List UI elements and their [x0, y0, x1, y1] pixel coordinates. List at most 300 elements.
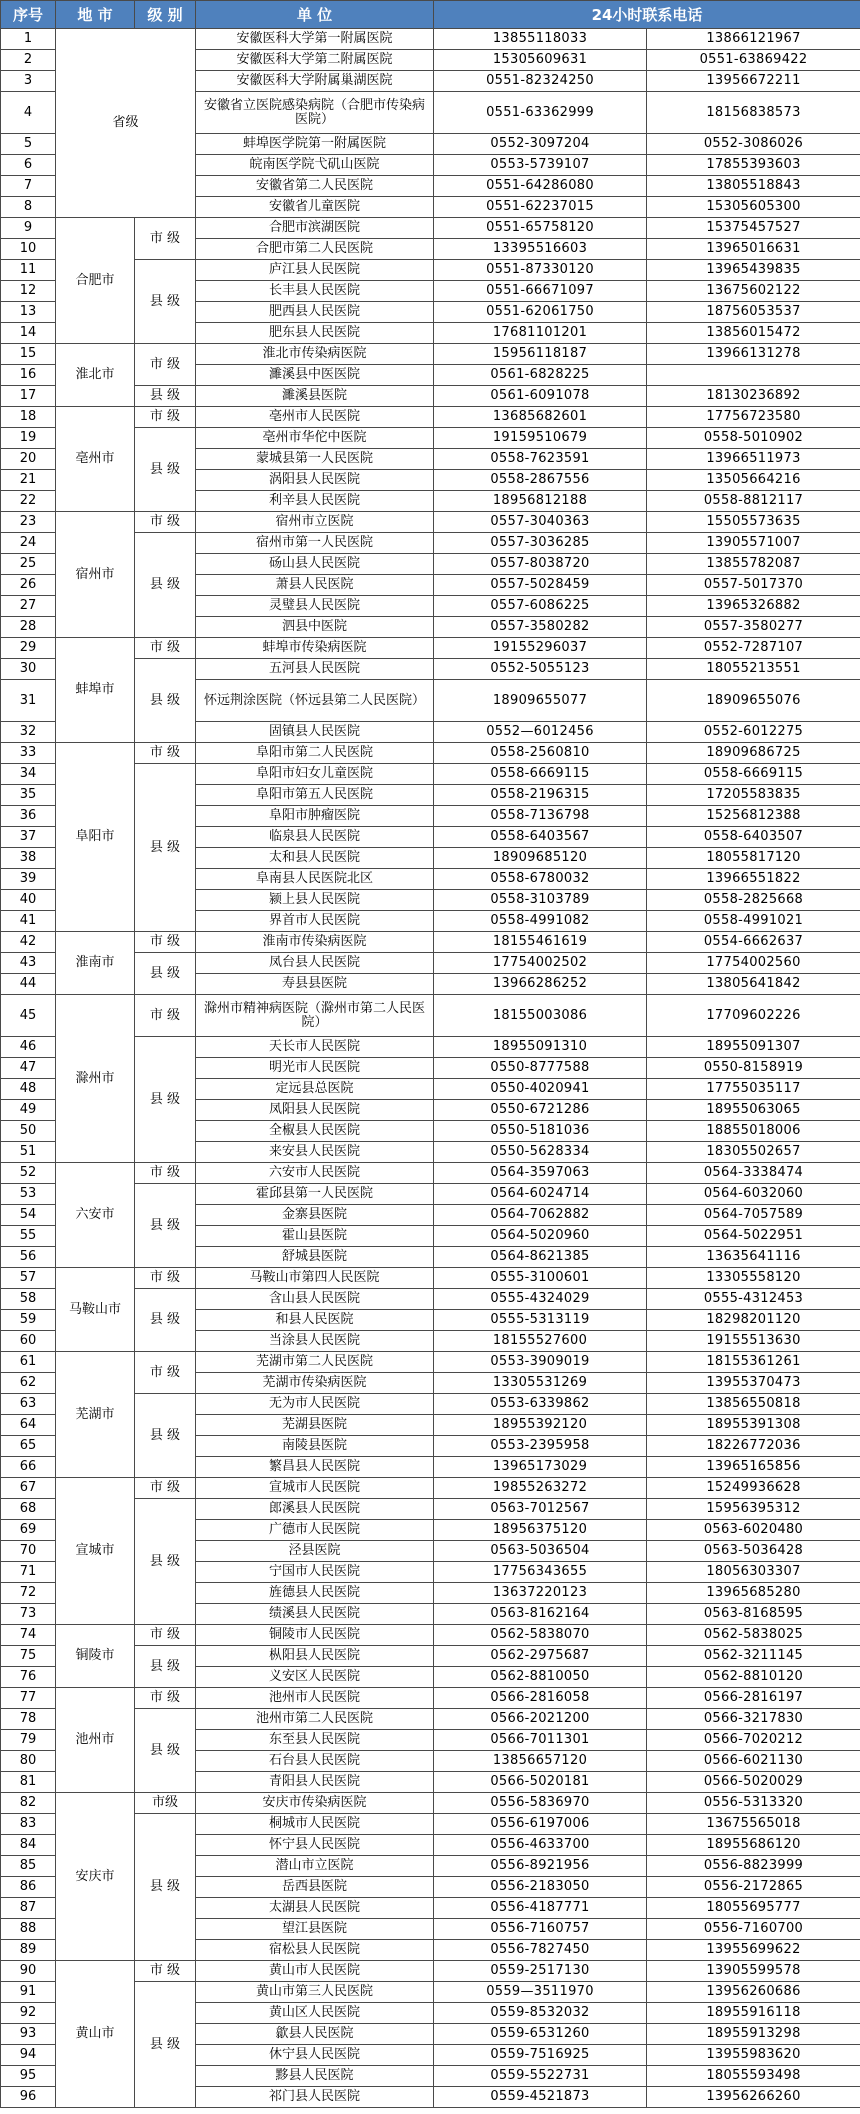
- row-seq: 57: [1, 1268, 56, 1289]
- phone-primary: 0556-2183050: [434, 1877, 647, 1898]
- phone-primary: 13965173029: [434, 1457, 647, 1478]
- unit-name: 凤阳县人民医院: [196, 1100, 434, 1121]
- phone-secondary: 17756723580: [647, 407, 860, 428]
- phone-primary: 0558-3103789: [434, 890, 647, 911]
- phone-secondary: 0558-8812117: [647, 491, 860, 512]
- unit-name: 义安区人民医院: [196, 1667, 434, 1688]
- unit-name: 来安县人民医院: [196, 1142, 434, 1163]
- level-cell: 市 级: [135, 1688, 196, 1709]
- level-cell: 县 级: [135, 1394, 196, 1478]
- phone-secondary: 0555-4312453: [647, 1289, 860, 1310]
- unit-name: 旌德县人民医院: [196, 1583, 434, 1604]
- unit-name: 临泉县人民医院: [196, 827, 434, 848]
- phone-primary: 0551-63362999: [434, 92, 647, 134]
- table-row: [1, 1268, 860, 1289]
- unit-name: 祁门县人民医院: [196, 2087, 434, 2108]
- row-seq: 58: [1, 1289, 56, 1310]
- phone-primary: 0550-8777588: [434, 1058, 647, 1079]
- phone-secondary: 17855393603: [647, 155, 860, 176]
- phone-secondary: 18130236892: [647, 386, 860, 407]
- phone-primary: 18909685120: [434, 848, 647, 869]
- phone-primary: 15305609631: [434, 50, 647, 71]
- row-seq: 11: [1, 260, 56, 281]
- level-cell: 市 级: [135, 1268, 196, 1289]
- phone-primary: 0552—6012456: [434, 722, 647, 743]
- row-seq: 60: [1, 1331, 56, 1352]
- unit-name: 黄山市第三人民医院: [196, 1982, 434, 2003]
- city-cell: 蚌埠市: [56, 638, 135, 743]
- row-seq: 69: [1, 1520, 56, 1541]
- phone-primary: 0563-7012567: [434, 1499, 647, 1520]
- phone-secondary: 15256812388: [647, 806, 860, 827]
- city-cell: 宣城市: [56, 1478, 135, 1625]
- city-cell: 滁州市: [56, 995, 135, 1163]
- phone-primary: 0557-6086225: [434, 596, 647, 617]
- phone-primary: 0550-5181036: [434, 1121, 647, 1142]
- phone-primary: 0559-5522731: [434, 2066, 647, 2087]
- unit-name: 马鞍山市第四人民医院: [196, 1268, 434, 1289]
- phone-secondary: 18955686120: [647, 1835, 860, 1856]
- unit-name: 安徽医科大学第一附属医院: [196, 29, 434, 50]
- phone-primary: 0557-3040363: [434, 512, 647, 533]
- phone-secondary: 13955699622: [647, 1940, 860, 1961]
- row-seq: 81: [1, 1772, 56, 1793]
- phone-primary: 0553-6339862: [434, 1394, 647, 1415]
- unit-name: 亳州市人民医院: [196, 407, 434, 428]
- phone-secondary: 13966551822: [647, 869, 860, 890]
- unit-name: 亳州市华佗中医院: [196, 428, 434, 449]
- unit-name: 寿县县医院: [196, 974, 434, 995]
- phone-primary: 19159510679: [434, 428, 647, 449]
- phone-primary: 0564-6024714: [434, 1184, 647, 1205]
- unit-name: 宁国市人民医院: [196, 1562, 434, 1583]
- level-cell: 市 级: [135, 1961, 196, 1982]
- row-seq: 13: [1, 302, 56, 323]
- phone-primary: 0558-6780032: [434, 869, 647, 890]
- unit-name: 黟县人民医院: [196, 2066, 434, 2087]
- unit-name: 六安市人民医院: [196, 1163, 434, 1184]
- phone-secondary: 13956266260: [647, 2087, 860, 2108]
- unit-name: 池州市第二人民医院: [196, 1709, 434, 1730]
- unit-name: 淮南市传染病医院: [196, 932, 434, 953]
- level-cell: 县 级: [135, 659, 196, 743]
- phone-primary: 0558-4991082: [434, 911, 647, 932]
- phone-secondary: 15305605300: [647, 197, 860, 218]
- phone-secondary: 0563-5036428: [647, 1541, 860, 1562]
- phone-primary: 18955091310: [434, 1037, 647, 1058]
- phone-primary: 0551-64286080: [434, 176, 647, 197]
- phone-secondary: 0558-5010902: [647, 428, 860, 449]
- phone-secondary: 13866121967: [647, 29, 860, 50]
- phone-primary: 18155461619: [434, 932, 647, 953]
- unit-name: 阜南县人民医院北区: [196, 869, 434, 890]
- phone-secondary: 0566-6021130: [647, 1751, 860, 1772]
- table-row: [1, 218, 860, 239]
- row-seq: 44: [1, 974, 56, 995]
- unit-name: 蚌埠医学院第一附属医院: [196, 134, 434, 155]
- unit-name: 濉溪县医院: [196, 386, 434, 407]
- row-seq: 68: [1, 1499, 56, 1520]
- phone-primary: 0556-8921956: [434, 1856, 647, 1877]
- phone-secondary: 15505573635: [647, 512, 860, 533]
- phone-primary: 0563-5036504: [434, 1541, 647, 1562]
- phone-secondary: 0554-6662637: [647, 932, 860, 953]
- level-cell: 市 级: [135, 638, 196, 659]
- table-body: [1, 29, 860, 2108]
- unit-name: 颍上县人民医院: [196, 890, 434, 911]
- phone-primary: 0557-8038720: [434, 554, 647, 575]
- row-seq: 26: [1, 575, 56, 596]
- phone-primary: 18155003086: [434, 995, 647, 1037]
- table-row: [1, 1625, 860, 1646]
- row-seq: 71: [1, 1562, 56, 1583]
- unit-name: 利辛县人民医院: [196, 491, 434, 512]
- table-row: [1, 743, 860, 764]
- phone-secondary: 0564-5022951: [647, 1226, 860, 1247]
- row-seq: 36: [1, 806, 56, 827]
- row-seq: 24: [1, 533, 56, 554]
- phone-primary: 0553-5739107: [434, 155, 647, 176]
- phone-secondary: 0558-2825668: [647, 890, 860, 911]
- unit-name: 郎溪县人民医院: [196, 1499, 434, 1520]
- phone-secondary: 13966511973: [647, 449, 860, 470]
- phone-secondary: 13856550818: [647, 1394, 860, 1415]
- row-seq: 53: [1, 1184, 56, 1205]
- row-seq: 43: [1, 953, 56, 974]
- row-seq: 55: [1, 1226, 56, 1247]
- phone-secondary: 13635641116: [647, 1247, 860, 1268]
- phone-secondary: 13955370473: [647, 1373, 860, 1394]
- phone-secondary: 13805641842: [647, 974, 860, 995]
- header-phone: 24小时联系电话: [434, 1, 860, 29]
- phone-secondary: 13305558120: [647, 1268, 860, 1289]
- phone-secondary: 13956672211: [647, 71, 860, 92]
- unit-name: 滁州市精神病医院（滁州市第二人民医院）: [196, 995, 434, 1037]
- row-seq: 63: [1, 1394, 56, 1415]
- row-seq: 79: [1, 1730, 56, 1751]
- row-seq: 17: [1, 386, 56, 407]
- row-seq: 61: [1, 1352, 56, 1373]
- table-row: [1, 407, 860, 428]
- unit-name: 安徽省立医院感染病院（合肥市传染病医院）: [196, 92, 434, 134]
- level-cell: 县 级: [135, 1184, 196, 1268]
- phone-secondary: 18909686725: [647, 743, 860, 764]
- phone-primary: 17681101201: [434, 323, 647, 344]
- phone-secondary: 18156838573: [647, 92, 860, 134]
- phone-primary: 0559-8532032: [434, 2003, 647, 2024]
- phone-secondary: 0566-5020029: [647, 1772, 860, 1793]
- phone-secondary: 0551-63869422: [647, 50, 860, 71]
- phone-secondary: 18155361261: [647, 1352, 860, 1373]
- phone-primary: 0562-2975687: [434, 1646, 647, 1667]
- phone-primary: 0558-2196315: [434, 785, 647, 806]
- phone-secondary: 0563-6020480: [647, 1520, 860, 1541]
- phone-secondary: 0558-4991021: [647, 911, 860, 932]
- unit-name: 青阳县人民医院: [196, 1772, 434, 1793]
- row-seq: 86: [1, 1877, 56, 1898]
- row-seq: 19: [1, 428, 56, 449]
- table-row: [1, 1688, 860, 1709]
- row-seq: 1: [1, 29, 56, 50]
- phone-secondary: 18955063065: [647, 1100, 860, 1121]
- phone-primary: 13395516603: [434, 239, 647, 260]
- row-seq: 45: [1, 995, 56, 1037]
- phone-secondary: 0556-8823999: [647, 1856, 860, 1877]
- phone-primary: 0566-2021200: [434, 1709, 647, 1730]
- row-seq: 37: [1, 827, 56, 848]
- unit-name: 安徽医科大学第二附属医院: [196, 50, 434, 71]
- row-seq: 33: [1, 743, 56, 764]
- unit-name: 宿松县人民医院: [196, 1940, 434, 1961]
- unit-name: 霍山县医院: [196, 1226, 434, 1247]
- unit-name: 宿州市第一人民医院: [196, 533, 434, 554]
- level-cell: 县 级: [135, 1289, 196, 1352]
- unit-name: 舒城县医院: [196, 1247, 434, 1268]
- city-cell: 安庆市: [56, 1793, 135, 1961]
- phone-secondary: 18226772036: [647, 1436, 860, 1457]
- phone-secondary: 13966131278: [647, 344, 860, 365]
- unit-name: 定远县总医院: [196, 1079, 434, 1100]
- phone-primary: 0550-6721286: [434, 1100, 647, 1121]
- phone-secondary: 0566-2816197: [647, 1688, 860, 1709]
- unit-name: 枞阳县人民医院: [196, 1646, 434, 1667]
- phone-secondary: 18305502657: [647, 1142, 860, 1163]
- row-seq: 3: [1, 71, 56, 92]
- phone-primary: 0559-7516925: [434, 2045, 647, 2066]
- phone-primary: 0566-5020181: [434, 1772, 647, 1793]
- unit-name: 无为市人民医院: [196, 1394, 434, 1415]
- phone-secondary: 0557-3580277: [647, 617, 860, 638]
- phone-secondary: 18955391308: [647, 1415, 860, 1436]
- row-seq: 46: [1, 1037, 56, 1058]
- unit-name: 肥东县人民医院: [196, 323, 434, 344]
- unit-name: 安徽省儿童医院: [196, 197, 434, 218]
- table-row: [1, 1793, 860, 1814]
- header-row: [1, 1, 860, 29]
- row-seq: 14: [1, 323, 56, 344]
- phone-primary: 0564-7062882: [434, 1205, 647, 1226]
- unit-name: 安徽省第二人民医院: [196, 176, 434, 197]
- phone-secondary: 15375457527: [647, 218, 860, 239]
- unit-name: 芜湖县医院: [196, 1415, 434, 1436]
- level-cell: 市 级: [135, 218, 196, 260]
- row-seq: 66: [1, 1457, 56, 1478]
- header-seq: 序号: [1, 1, 56, 29]
- row-seq: 73: [1, 1604, 56, 1625]
- row-seq: 27: [1, 596, 56, 617]
- unit-name: 怀远荆涂医院（怀远县第二人民医院）: [196, 680, 434, 722]
- phone-primary: 0556-4187771: [434, 1898, 647, 1919]
- header-level: 级 别: [135, 1, 196, 29]
- phone-secondary: 0566-3217830: [647, 1709, 860, 1730]
- unit-name: 界首市人民医院: [196, 911, 434, 932]
- phone-secondary: 0556-2172865: [647, 1877, 860, 1898]
- phone-primary: 0556-6197006: [434, 1814, 647, 1835]
- phone-primary: 0564-3597063: [434, 1163, 647, 1184]
- phone-secondary: 13675565018: [647, 1814, 860, 1835]
- row-seq: 78: [1, 1709, 56, 1730]
- phone-primary: 0564-5020960: [434, 1226, 647, 1247]
- city-cell: 阜阳市: [56, 743, 135, 932]
- phone-secondary: 0563-8168595: [647, 1604, 860, 1625]
- phone-secondary: 13675602122: [647, 281, 860, 302]
- header-unit: 单 位: [196, 1, 434, 29]
- phone-secondary: 13965165856: [647, 1457, 860, 1478]
- unit-name: 凤台县人民医院: [196, 953, 434, 974]
- row-seq: 95: [1, 2066, 56, 2087]
- unit-name: 黄山区人民医院: [196, 2003, 434, 2024]
- unit-name: 阜阳市肿瘤医院: [196, 806, 434, 827]
- phone-secondary: 0564-6032060: [647, 1184, 860, 1205]
- level-cell: 县 级: [135, 1646, 196, 1688]
- phone-secondary: 13965685280: [647, 1583, 860, 1604]
- level-cell: 县 级: [135, 428, 196, 512]
- phone-primary: 0559-2517130: [434, 1961, 647, 1982]
- unit-name: 霍邱县第一人民医院: [196, 1184, 434, 1205]
- row-seq: 83: [1, 1814, 56, 1835]
- phone-primary: 0555-3100601: [434, 1268, 647, 1289]
- unit-name: 金寨县医院: [196, 1205, 434, 1226]
- phone-secondary: 13805518843: [647, 176, 860, 197]
- table-row: [1, 344, 860, 365]
- level-cell: 市 级: [135, 1625, 196, 1646]
- phone-primary: 13305531269: [434, 1373, 647, 1394]
- row-seq: 4: [1, 92, 56, 134]
- unit-name: 砀山县人民医院: [196, 554, 434, 575]
- row-seq: 10: [1, 239, 56, 260]
- unit-name: 泗县中医院: [196, 617, 434, 638]
- unit-name: 濉溪县中医医院: [196, 365, 434, 386]
- table-row: [1, 29, 860, 50]
- phone-secondary: 18955091307: [647, 1037, 860, 1058]
- phone-primary: 15956118187: [434, 344, 647, 365]
- row-seq: 56: [1, 1247, 56, 1268]
- phone-primary: 0562-5838070: [434, 1625, 647, 1646]
- unit-name: 涡阳县人民医院: [196, 470, 434, 491]
- unit-name: 天长市人民医院: [196, 1037, 434, 1058]
- row-seq: 9: [1, 218, 56, 239]
- unit-name: 桐城市人民医院: [196, 1814, 434, 1835]
- phone-secondary: 18955916118: [647, 2003, 860, 2024]
- phone-secondary: 17709602226: [647, 995, 860, 1037]
- row-seq: 12: [1, 281, 56, 302]
- row-seq: 42: [1, 932, 56, 953]
- row-seq: 85: [1, 1856, 56, 1877]
- unit-name: 皖南医学院弋矶山医院: [196, 155, 434, 176]
- unit-name: 东至县人民医院: [196, 1730, 434, 1751]
- phone-primary: 0555-5313119: [434, 1310, 647, 1331]
- phone-primary: 19155296037: [434, 638, 647, 659]
- level-cell: 市 级: [135, 1163, 196, 1184]
- phone-primary: 0550-5628334: [434, 1142, 647, 1163]
- row-seq: 15: [1, 344, 56, 365]
- phone-secondary: 13856015472: [647, 323, 860, 344]
- phone-primary: 0553-2395958: [434, 1436, 647, 1457]
- phone-secondary: 13905599578: [647, 1961, 860, 1982]
- row-seq: 35: [1, 785, 56, 806]
- row-seq: 54: [1, 1205, 56, 1226]
- phone-primary: 0553-3909019: [434, 1352, 647, 1373]
- city-cell: 淮南市: [56, 932, 135, 995]
- table-row: [1, 512, 860, 533]
- unit-name: 潜山市立医院: [196, 1856, 434, 1877]
- row-seq: 28: [1, 617, 56, 638]
- row-seq: 92: [1, 2003, 56, 2024]
- row-seq: 40: [1, 890, 56, 911]
- unit-name: 阜阳市第五人民医院: [196, 785, 434, 806]
- phone-secondary: 13956260686: [647, 1982, 860, 2003]
- row-seq: 25: [1, 554, 56, 575]
- phone-secondary: 17205583835: [647, 785, 860, 806]
- phone-primary: 0566-2816058: [434, 1688, 647, 1709]
- table-row: [1, 995, 860, 1037]
- phone-primary: 0564-8621385: [434, 1247, 647, 1268]
- unit-name: 明光市人民医院: [196, 1058, 434, 1079]
- row-seq: 88: [1, 1919, 56, 1940]
- table-row: [1, 638, 860, 659]
- phone-primary: 0556-7827450: [434, 1940, 647, 1961]
- unit-name: 望江县医院: [196, 1919, 434, 1940]
- phone-secondary: 0550-8158919: [647, 1058, 860, 1079]
- phone-secondary: 18909655076: [647, 680, 860, 722]
- unit-name: 太湖县人民医院: [196, 1898, 434, 1919]
- unit-name: 南陵县医院: [196, 1436, 434, 1457]
- row-seq: 16: [1, 365, 56, 386]
- phone-secondary: 13905571007: [647, 533, 860, 554]
- row-seq: 5: [1, 134, 56, 155]
- level-cell: 县 级: [135, 1709, 196, 1793]
- phone-secondary: 0562-5838025: [647, 1625, 860, 1646]
- row-seq: 84: [1, 1835, 56, 1856]
- table-row: [1, 1352, 860, 1373]
- unit-name: 安庆市传染病医院: [196, 1793, 434, 1814]
- phone-primary: 0556-5836970: [434, 1793, 647, 1814]
- unit-name: 合肥市第二人民医院: [196, 239, 434, 260]
- phone-secondary: 0552-3086026: [647, 134, 860, 155]
- phone-primary: 19855263272: [434, 1478, 647, 1499]
- row-seq: 29: [1, 638, 56, 659]
- row-seq: 38: [1, 848, 56, 869]
- unit-name: 广德市人民医院: [196, 1520, 434, 1541]
- phone-secondary: 13855782087: [647, 554, 860, 575]
- unit-name: 石台县人民医院: [196, 1751, 434, 1772]
- phone-primary: 0555-4324029: [434, 1289, 647, 1310]
- unit-name: 池州市人民医院: [196, 1688, 434, 1709]
- phone-primary: 0551-66671097: [434, 281, 647, 302]
- phone-primary: 0566-7011301: [434, 1730, 647, 1751]
- phone-secondary: 18055213551: [647, 659, 860, 680]
- row-seq: 76: [1, 1667, 56, 1688]
- phone-secondary: 18955913298: [647, 2024, 860, 2045]
- row-seq: 62: [1, 1373, 56, 1394]
- city-cell: 合肥市: [56, 218, 135, 344]
- phone-primary: 13637220123: [434, 1583, 647, 1604]
- table-row: [1, 1478, 860, 1499]
- row-seq: 59: [1, 1310, 56, 1331]
- phone-secondary: 0552-7287107: [647, 638, 860, 659]
- unit-name: 宿州市立医院: [196, 512, 434, 533]
- unit-name: 太和县人民医院: [196, 848, 434, 869]
- phone-primary: 0563-8162164: [434, 1604, 647, 1625]
- level-cell: 县 级: [135, 533, 196, 638]
- row-seq: 23: [1, 512, 56, 533]
- row-seq: 31: [1, 680, 56, 722]
- phone-primary: 18909655077: [434, 680, 647, 722]
- phone-secondary: 13505664216: [647, 470, 860, 491]
- table-row: [1, 932, 860, 953]
- unit-name: 蒙城县第一人民医院: [196, 449, 434, 470]
- row-seq: 82: [1, 1793, 56, 1814]
